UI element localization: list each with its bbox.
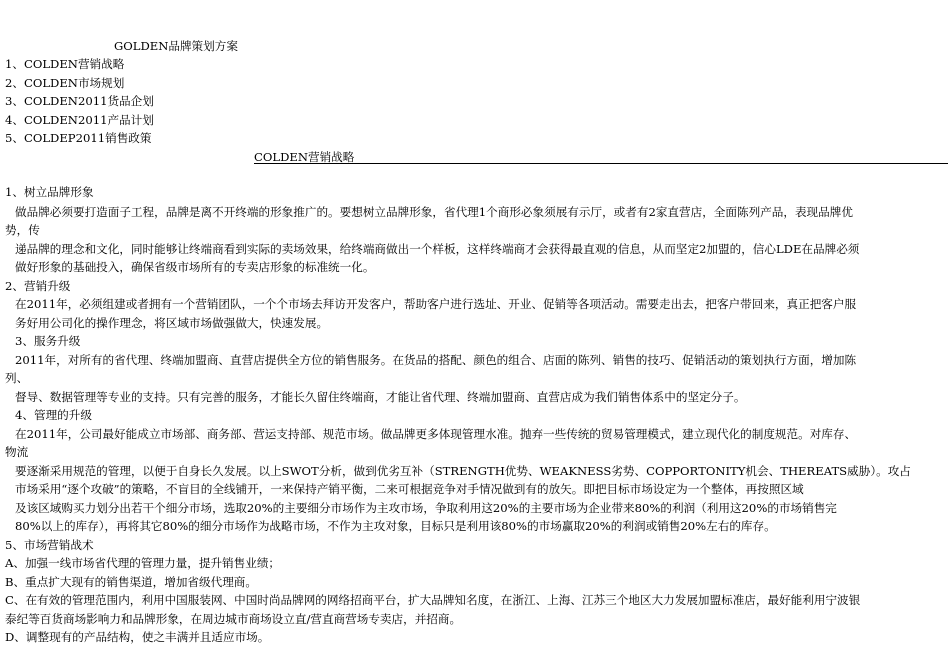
paragraph-line: 80%以上的库存），再将其它80%的细分市场作为战略市场，不作为主攻对象，目标只是利用该80%的市场赢取20%的利润或销售20%左右的库存。 — [15, 519, 776, 533]
toc-item-1: 1、COLDEN营销战略 — [5, 57, 125, 71]
paragraph-line: 列、 — [5, 371, 29, 385]
document-title: GOLDEN品牌策划方案 — [114, 39, 238, 53]
paragraph-line: 在2011年，必须组建或者拥有一个营销团队，一个个市场去拜访开发客户，帮助客户进行选址、开业、促销等各项活动。需要走出去，把客户带回来，真正把客户服 — [15, 297, 857, 311]
paragraph-line: 势，传 — [5, 223, 40, 237]
paragraph-line: 要逐渐采用规范的管理，以便于自身长久发展。以上SWOT分析，做到优劣互补（STRENGTH优势、WEAKNESS劣势、COPPORTONITY机会、THEREATS威胁）。攻占 — [15, 464, 911, 478]
paragraph-line: 2011年，对所有的省代理、终端加盟商、直营店提供全方位的销售服务。在货品的搭配、颜色的组合、店面的陈列、销售的技巧、促销活动的策划执行方面，增加陈 — [15, 353, 857, 367]
paragraph-line: 递品牌的理念和文化，同时能够让终端商看到实际的卖场效果，给终端商做出一个样板，这样终端商才会获得最直观的信息，从而坚定2加盟的，信心LDE在品牌必须 — [15, 242, 860, 256]
heading-management-upgrade: 4、管理的升级 — [15, 408, 92, 422]
section-title-underline — [254, 163, 948, 164]
toc-item-3: 3、COLDEN2011货品企划 — [5, 94, 154, 108]
paragraph-line: 做好形象的基础投入，确保省级市场所有的专卖店形象的标准统一化。 — [15, 260, 375, 274]
tactic-item-a: A、加强一线市场省代理的管理力量，提升销售业绩； — [5, 556, 281, 570]
paragraph-line: 务好用公司化的操作理念，将区域市场做强做大，快速发展。 — [15, 316, 329, 330]
paragraph-line: 及该区域购买力划分出若干个细分市场，选取20%的主要细分市场作为主攻市场，争取利用这20%的主要市场为企业带来80%的利润（利用这20%的市场销售完 — [15, 501, 837, 515]
tactic-item-c-cont: 泰纪等百货商场影响力和品牌形象，在周边城市商场设立直/营直商营场专卖店，并招商。 — [5, 612, 462, 626]
heading-service-upgrade: 3、服务升级 — [15, 334, 81, 348]
paragraph-line: 市场采用“逐个攻破”的策略，不盲目的全线铺开，一来保持产销平衡，二来可根据竞争对手情况做到有的放矢。即把目标市场设定为一个整体，再按照区域 — [15, 482, 804, 496]
heading-brand-image: 1、树立品牌形象 — [5, 185, 94, 199]
paragraph-line: 做品牌必须要打造面子工程，品牌是离不开终端的形象推广的。要想树立品牌形象，省代理1个商形必象须展有示厅，或者有2家直营店，全面陈列产品，表现品牌优 — [15, 205, 853, 219]
toc-item-4: 4、COLDEN2011产品计划 — [5, 113, 154, 127]
toc-item-2: 2、COLDEN市场规划 — [5, 76, 125, 90]
tactic-item-b: B、重点扩大现有的销售渠道，增加省级代理商。 — [5, 575, 257, 589]
paragraph-line: 物流 — [5, 445, 29, 459]
paragraph-line: 督导、数据管理等专业的支持。只有完善的服务，才能长久留住终端商，才能让省代理、终端加盟商、直营店成为我们销售体系中的坚定分子。 — [15, 390, 746, 404]
heading-marketing-upgrade: 2、营销升级 — [5, 279, 71, 293]
heading-marketing-tactics: 5、市场营销战术 — [5, 538, 94, 552]
toc-item-5: 5、COLDEP2011销售政策 — [5, 131, 152, 145]
tactic-item-c: C、在有效的管理范围内，利用中国服装网、中国时尚品牌网的网络招商平台，扩大品牌知名度，在浙江、上海、江苏三个地区大力发展加盟标准店，最好能利用宁波银 — [5, 593, 861, 607]
tactic-item-d: D、调整现有的产品结构，使之丰满并且适应市场。 — [5, 630, 270, 644]
paragraph-line: 在2011年，公司最好能成立市场部、商务部、营运支持部、规范市场。做品牌更多体现管理水准。抛弃一些传统的贸易管理模式，建立现代化的制度规范。对库存、 — [15, 427, 857, 441]
section-title: COLDEN营销战略 — [254, 150, 355, 164]
